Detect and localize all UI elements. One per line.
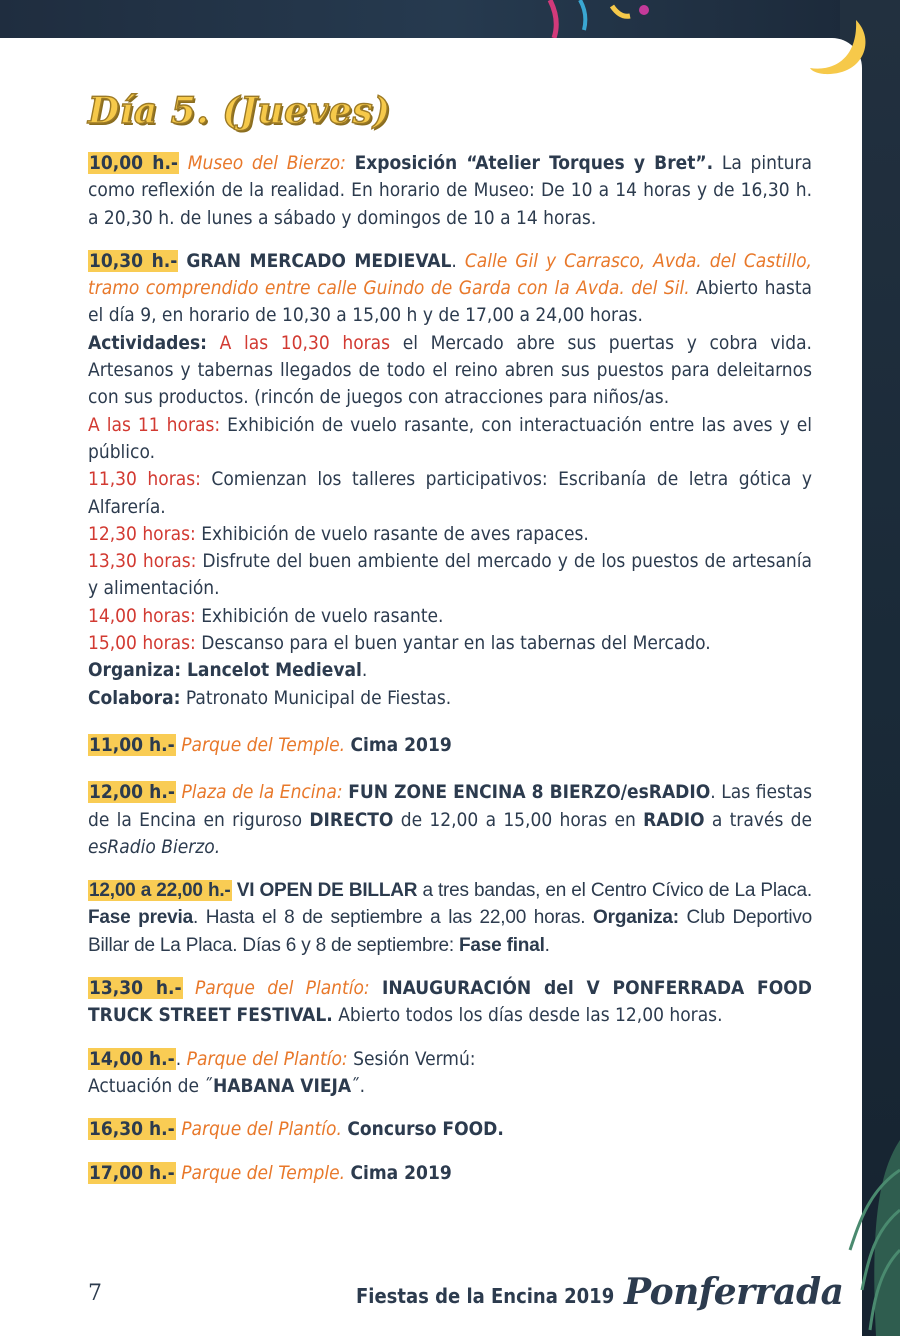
event-place: Parque del Temple. — [181, 733, 346, 756]
collaborator-value: Patronato Municipal de Fiestas. — [180, 686, 452, 709]
event-title: INAUGURACIÓN del V PONFERRADA FOOD TRUCK STREET FESTIVAL. — [88, 977, 812, 1027]
schedule-item — [88, 630, 812, 657]
event-description: de 12,00 a 15,00 horas en — [393, 808, 644, 831]
event-time: 13,30 h.- — [89, 977, 182, 1000]
schedule-text: Descanso para el buen yantar en las tabernas del Mercado. — [195, 632, 711, 655]
organizer-line — [88, 657, 812, 684]
collaborator-label: Colabora: — [88, 686, 181, 709]
event-emphasis: RADIO — [643, 808, 705, 831]
footer-title: Fiestas de la Encina 2019 — [356, 1284, 615, 1308]
activities-text: el Mercado abre sus puertas y cobra vida. Artesanos y tabernas llegados de todo el reino abren sus puestos para deleitarnos con sus productos. (rincón de juegos con atracciones para niños/as. — [88, 331, 812, 409]
event-item — [88, 779, 812, 861]
event-title: Cima 2019 — [350, 1161, 452, 1184]
event-item — [88, 1116, 812, 1143]
schedule-text: Exhibición de vuelo rasante, con interactuación entre las aves y el público. — [88, 413, 812, 463]
schedule-time: A las 11 horas: — [88, 413, 221, 436]
event-place: Museo del Bierzo: — [187, 152, 346, 174]
schedule-time: 12,30 horas: — [88, 522, 196, 545]
event-description: La pintura como reflexión de la realidad. En horario de Museo: De 10 a 14 horas y de 16,30 h. a 20,30 h. de lunes a sábado y domingos de 10 a 14 horas. — [88, 152, 812, 229]
event-description: Abierto todos los días desde las 12,00 horas. — [332, 1004, 723, 1027]
event-title: FUN ZONE ENCINA 8 BIERZO/esRADIO — [348, 781, 711, 804]
organizer-value: Lancelot Medieval — [181, 659, 362, 682]
event-place: Plaza de la Encina: — [181, 781, 343, 804]
event-description: . — [544, 934, 550, 956]
event-item — [88, 1160, 812, 1187]
organizer-label: Organiza: — [88, 659, 182, 682]
event-description: . Las fiestas de la Encina en riguroso — [88, 781, 812, 831]
event-title: VI OPEN DE BILLAR — [236, 880, 418, 902]
event-title: Exposición “Atelier Torques y Bret”. — [354, 152, 714, 174]
event-emphasis: Fase previa — [88, 907, 193, 929]
event-description: a través de — [704, 808, 812, 831]
event-emphasis: Organiza: — [593, 907, 679, 929]
activities-label: Actividades: — [88, 331, 208, 354]
event-place: Parque del Plantío: — [186, 1047, 348, 1070]
event-time: 11,00 h.- — [89, 733, 175, 756]
schedule-text: Comienzan los talleres participativos: Escribanía de letra gótica y Alfarería. — [88, 468, 812, 518]
event-description: . Hasta el 8 de septiembre a las 22,00 horas. — [192, 907, 594, 929]
crescent-moon-icon — [806, 16, 876, 82]
schedule-item — [88, 412, 812, 467]
festive-decoration-icon — [540, 0, 660, 38]
event-item — [88, 1046, 812, 1101]
event-item — [88, 877, 812, 959]
brand-logo: Ponferrada — [624, 1271, 844, 1313]
event-description: Actuación de ˝ — [88, 1074, 213, 1097]
event-time: 12,00 a 22,00 h.- — [89, 880, 231, 902]
page-heading: Día 5. (Jueves) — [88, 90, 391, 132]
schedule-item — [88, 548, 812, 603]
event-description: a tres bandas, en el Centro Cívico de La Placa. — [417, 880, 812, 902]
schedule-text: Exhibición de vuelo rasante. — [195, 604, 444, 627]
activities-time: A las 10,30 horas — [219, 331, 391, 354]
schedule-text: Exhibición de vuelo rasante de aves rapaces. — [195, 522, 589, 545]
event-list — [88, 150, 812, 1187]
event-place: Calle Gil y Carrasco, Avda. del Castillo, tramo comprendido entre calle Guindo de Garda con la Avda. del Sil. — [88, 249, 812, 300]
schedule-item — [88, 466, 812, 521]
event-emphasis: Fase final — [459, 934, 545, 956]
event-time: 16,30 h.- — [89, 1118, 175, 1141]
event-description: Club Deportivo Billar de La Placa. Días 6 y 8 de septiembre: — [88, 907, 813, 956]
event-time: 10,30 h.- — [89, 249, 178, 272]
event-emphasis: DIRECTO — [309, 808, 394, 831]
schedule-item — [88, 603, 812, 630]
event-place: Parque del Plantío. — [181, 1118, 342, 1141]
event-item — [88, 150, 812, 232]
schedule-text: Disfrute del buen ambiente del mercado y de los puestos de artesanía y alimentación. — [88, 550, 812, 600]
event-time: 10,00 h.- — [89, 152, 179, 174]
event-time: 14,00 h.- — [89, 1047, 175, 1070]
event-description: ˝. — [351, 1074, 366, 1097]
palm-leaf-icon — [840, 1130, 900, 1336]
schedule-time: 13,30 horas: — [88, 550, 197, 573]
event-italic: esRadio Bierzo. — [88, 835, 221, 858]
event-time: 17,00 h.- — [89, 1161, 175, 1184]
event-item — [88, 732, 812, 759]
collaborator-line — [88, 685, 812, 712]
schedule-item — [88, 521, 812, 548]
event-item — [88, 975, 812, 1030]
event-title: GRAN MERCADO MEDIEVAL — [186, 249, 452, 272]
event-item — [88, 248, 812, 330]
activities-paragraph — [88, 330, 812, 412]
event-dot: . — [175, 1047, 182, 1070]
event-emphasis: HABANA VIEJA — [212, 1074, 352, 1097]
event-place: Parque del Plantío: — [194, 977, 370, 1000]
organizer-end: . — [361, 659, 368, 682]
event-title: Cima 2019 — [350, 733, 452, 756]
schedule-time: 11,30 horas: — [88, 468, 201, 491]
schedule-time: 15,00 horas: — [88, 632, 196, 655]
event-time: 12,00 h.- — [89, 781, 175, 804]
event-description: Abierto hasta el día 9, en horario de 10,30 a 15,00 h y de 17,00 a 24,00 horas. — [88, 277, 812, 327]
page-number: 7 — [88, 1281, 102, 1306]
event-place: Parque del Temple. — [181, 1161, 346, 1184]
schedule-time: 14,00 horas: — [88, 604, 196, 627]
event-description: Sesión Vermú: — [347, 1047, 476, 1070]
event-separator: . — [451, 249, 465, 272]
event-title: Concurso FOOD. — [347, 1118, 504, 1141]
